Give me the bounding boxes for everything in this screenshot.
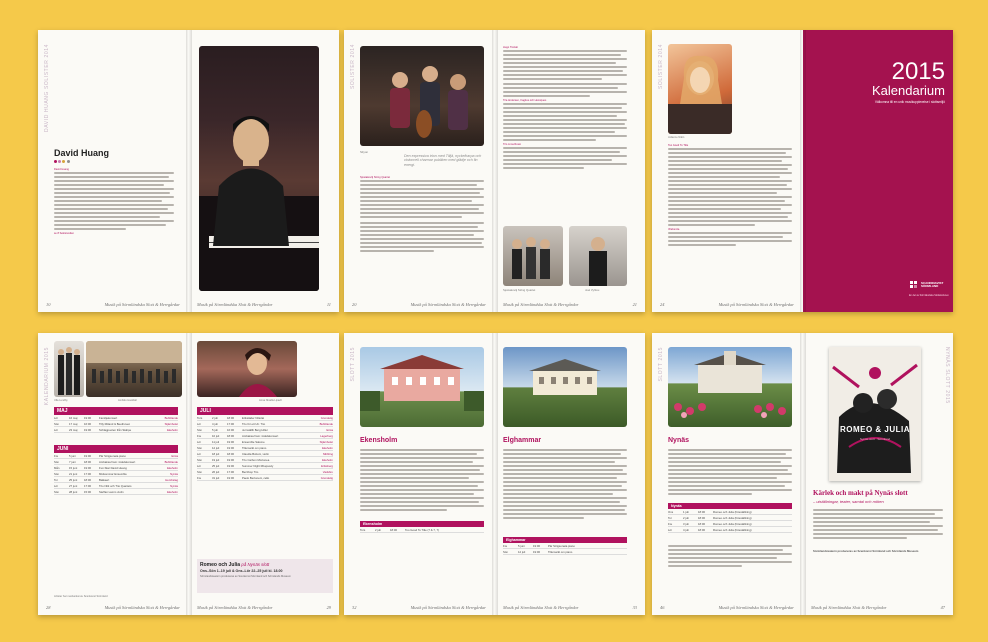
cell-day: Sön xyxy=(197,427,202,432)
cell-event: Jernställb Berg Hiller xyxy=(242,427,268,432)
footer-text: Musik på Sörmländska Slott & Herrgårdar xyxy=(104,605,180,610)
cell-date: 18 juli xyxy=(212,451,220,456)
cell-date: 4 juli xyxy=(683,527,689,532)
cell-place: Bubblande xyxy=(164,459,178,464)
cell-event: Romeo och Julia (föreställning) xyxy=(713,515,752,520)
cell-time: 19:00 xyxy=(533,543,540,548)
cell-time: 18:00 xyxy=(84,459,91,464)
cell-date: 23 maj xyxy=(69,427,78,432)
ekensholm-table xyxy=(360,521,484,533)
cover-heading xyxy=(872,60,945,104)
orchestra-illustration xyxy=(86,341,182,397)
romeo-sub: på Nynäs slott xyxy=(241,562,270,567)
table-row xyxy=(503,549,627,555)
highlight: Vilahemla xyxy=(668,228,680,231)
footer-text: Musik på Sörmländska Slott & Herrgårdar xyxy=(718,302,794,307)
cell-day: Sön xyxy=(54,459,59,464)
cell-place: Ekeholm xyxy=(167,489,178,494)
cover-logo xyxy=(909,280,947,290)
elghammar-photo xyxy=(503,347,627,427)
logo-sub: En del av Sörmländska Slottskulturen xyxy=(909,294,949,297)
cell-day: Fre xyxy=(54,453,59,458)
cell-place: Vadsbro xyxy=(322,469,333,474)
cell-time: 18:00 xyxy=(698,527,705,532)
cell-event: Pär Strigsonata piano xyxy=(99,453,126,458)
cell-day: Fre xyxy=(668,521,673,526)
cell-time: 17:00 xyxy=(84,471,91,476)
cell-place: Lagerberg xyxy=(320,433,333,438)
table-row xyxy=(197,475,333,481)
cell-date: 11 juli xyxy=(212,439,220,444)
month-header-may: MAJ xyxy=(54,407,178,415)
cell-place: Grundetig xyxy=(320,475,333,480)
page-number: 11 xyxy=(326,302,331,307)
cell-event: Too Good To Title (7 & 7, 7) xyxy=(405,527,439,532)
side-label: SLOTT 2015 xyxy=(350,347,356,382)
pianist-photo xyxy=(199,46,319,291)
cell-place: Bubblande xyxy=(164,415,178,420)
spread-trios xyxy=(344,30,645,312)
cell-day: Ons xyxy=(668,509,674,514)
side-label: NYNÄS SLOTT 2015 xyxy=(944,347,950,404)
cell-place: Ekeholm xyxy=(322,457,333,462)
page-right xyxy=(495,333,645,615)
body-text xyxy=(503,46,627,171)
cell-place: Stjärnbolet xyxy=(164,421,178,426)
may-rows xyxy=(54,415,178,433)
footer-left xyxy=(352,605,486,610)
cell-event: Trio för ett Utr. Trio xyxy=(242,421,266,426)
cell-time: 19:00 xyxy=(227,463,234,468)
soloist-illustration xyxy=(569,226,627,286)
table-row xyxy=(54,489,178,495)
footer-right xyxy=(811,605,945,610)
page-right xyxy=(803,333,953,615)
table-row xyxy=(360,527,484,533)
cell-place: Nynäs xyxy=(170,471,178,476)
page-number: 28 xyxy=(46,605,51,610)
page-right xyxy=(189,333,339,615)
ekensholm-illustration xyxy=(360,347,484,427)
page-number: 29 xyxy=(326,605,331,610)
body-text xyxy=(360,176,484,254)
body-text xyxy=(360,449,484,513)
right-title: Kärlek och makt på Nynäs slott xyxy=(813,489,908,497)
group-illustration xyxy=(54,341,84,397)
cell-time: 19:00 xyxy=(84,415,91,420)
artist-title: David Huang xyxy=(54,148,110,158)
nynas-photo xyxy=(668,347,792,427)
cell-date: 5 juni xyxy=(69,453,76,458)
month-table-may xyxy=(54,407,178,433)
cell-date: 31 juli xyxy=(212,475,220,480)
cell-time: 16:00 xyxy=(84,421,91,426)
cell-day: Sön xyxy=(197,469,202,474)
footnote: Artister har medverkat av Scenkonst Sörmland xyxy=(54,595,108,598)
cell-event: Midsommar Ensemble xyxy=(99,471,127,476)
nynas-illustration xyxy=(668,347,792,427)
cell-time: 19:00 xyxy=(84,427,91,432)
cell-day: Sön xyxy=(197,457,202,462)
body-text xyxy=(668,144,792,248)
cell-time: 18:00 xyxy=(698,521,705,526)
right-credit: Sörmlandsteatern produceras av Scenkonst Sörmland och Sörmlands Museum xyxy=(813,549,919,553)
photo-small-caption: Silyon xyxy=(360,150,369,154)
cell-date: 2 juli xyxy=(212,415,218,420)
cell-date: 2 juli xyxy=(683,515,689,520)
side-label: SOLISTER 2014 xyxy=(658,44,664,90)
cell-place: Hembstag xyxy=(165,477,178,482)
cell-date: 2 juli xyxy=(375,527,381,532)
cell-event: Fun fikar David Huang xyxy=(99,465,127,470)
final-link: se 8 Sektstunden xyxy=(54,232,75,235)
cell-day: Lör xyxy=(197,451,202,456)
cell-time: 18:00 xyxy=(227,433,234,438)
cell-day: Tor xyxy=(668,515,672,520)
cover-year: 2015 xyxy=(891,58,945,85)
table-header: Elghammar xyxy=(503,537,627,543)
cell-day: Tor xyxy=(54,477,58,482)
spread-calendar-tables xyxy=(38,333,339,615)
cell-time: 19:00 xyxy=(533,549,540,554)
cell-time: 19:00 xyxy=(227,475,234,480)
cell-place: Stjärnbolet xyxy=(319,439,333,444)
trio-label: Trio Lima Rossi xyxy=(503,143,521,146)
cell-place: Ekeholm xyxy=(322,445,333,450)
cell-date: 28 juni xyxy=(69,489,78,494)
quartet-illustration xyxy=(503,226,563,286)
castle-title-elghammar: Elghammar xyxy=(503,437,542,444)
cell-day: Lör xyxy=(197,439,202,444)
page-number: 24 xyxy=(660,302,665,307)
cell-day: Sön xyxy=(503,549,508,554)
month-header-july: JULI xyxy=(197,407,333,415)
cell-event: Tilly Ritland & Beethoven xyxy=(99,421,131,426)
cell-day: Tors xyxy=(360,527,366,532)
cell-date: 5 juni xyxy=(518,543,525,548)
cell-time: 19:00 xyxy=(84,465,91,470)
caption-1: Ulla Lundby xyxy=(54,399,68,402)
poster-illustration xyxy=(829,347,921,481)
cell-event: Romeo och Julia (föreställning) xyxy=(713,527,752,532)
right-subtitle: – utställningar, teater, samtal och möten xyxy=(813,499,884,504)
cell-date: 3 juli xyxy=(683,521,689,526)
singer-photo xyxy=(197,341,297,397)
page-left xyxy=(38,333,188,615)
page-number: 20 xyxy=(352,302,357,307)
cover-title: Kalendarium xyxy=(872,83,945,98)
cell-event: Pär Strigsonata piano xyxy=(548,543,575,548)
romeo-box xyxy=(197,559,333,593)
spread-castles xyxy=(344,333,645,615)
cell-time: 18:00 xyxy=(698,515,705,520)
page-number: 46 xyxy=(660,605,665,610)
cell-day: Sön xyxy=(54,489,59,494)
cell-date: 25 juli xyxy=(212,463,220,468)
cell-date: 12 juli xyxy=(518,549,526,554)
cell-date: 19 juli xyxy=(212,457,220,462)
caption-3: Anna Ninalla Lipach xyxy=(259,399,283,402)
page-number: 10 xyxy=(46,302,51,307)
cell-event: Schlagpoolen från Skärpe xyxy=(99,427,132,432)
cell-place: Ekeholm xyxy=(167,465,178,470)
cell-event: Ambaksa fram i Adelskonsert xyxy=(99,459,136,464)
singer-illustration xyxy=(668,44,732,134)
cell-day: Fre xyxy=(503,543,508,548)
singer-photo xyxy=(668,44,732,134)
cell-day: Mån xyxy=(54,465,60,470)
cell-place: Ersta xyxy=(171,453,178,458)
cell-event: Balkaert xyxy=(99,477,110,482)
cell-time: 18:00 xyxy=(227,451,234,456)
cell-date: 16 maj xyxy=(69,415,78,420)
cell-date: 1 juli xyxy=(683,509,689,514)
cell-place: Ersta xyxy=(326,427,333,432)
cell-date: 15 juni xyxy=(69,465,78,470)
romeo-org: Sörmlandsteatern produceras av Scenkonst Sörmland och Sörmlands Museum xyxy=(200,575,291,578)
cell-date: 26 juli xyxy=(212,469,220,474)
cell-time: 19:00 xyxy=(227,445,234,450)
poster-sub: Nynäs slott · Sörmland xyxy=(859,437,891,441)
cell-day: Lör xyxy=(197,421,202,426)
cell-day: Lör xyxy=(197,463,202,468)
cell-event: Familjekonsert xyxy=(99,415,118,420)
side-label: SLOTT 2015 xyxy=(658,347,664,382)
body-text xyxy=(503,449,627,521)
side-label: DAVID HUANG SOLISTER 2014 xyxy=(44,44,50,132)
page-left xyxy=(38,30,188,312)
footer-text: Musik på Sörmländska Slott & Herrgårdar xyxy=(104,302,180,307)
cell-day: Tors xyxy=(197,415,203,420)
cell-event: Ambaksa fram i Adelskonsert xyxy=(242,433,279,438)
footer-right xyxy=(197,605,331,610)
cell-event: Bezzbop Trio xyxy=(242,469,259,474)
romeo-dates: Ons–Sön 1–19 juli & Ons–Lör 22–25 juli kl. 18.00 xyxy=(200,569,283,573)
side-label: KALENDARIUM 2015 xyxy=(44,347,50,406)
cell-time: 18:00 xyxy=(227,415,234,420)
body-text xyxy=(668,449,792,497)
cell-day: Lör xyxy=(54,415,59,420)
page-number: 33 xyxy=(632,605,637,610)
cover-subtitle: Välkomna till en unik musikupplevelse i slottsmiljö xyxy=(874,100,945,104)
footer-left xyxy=(352,302,486,307)
quartet-label: Sjostakovitj String Quartet xyxy=(360,176,390,179)
table-row xyxy=(54,427,178,433)
quartet-photo xyxy=(503,226,563,286)
rating-dots xyxy=(54,160,70,163)
page-right xyxy=(189,30,339,312)
cell-event: Tillemarkt om piano xyxy=(548,549,573,554)
cell-date: 27 juni xyxy=(69,483,78,488)
july-rows xyxy=(197,415,333,481)
nynas-rows xyxy=(668,509,792,533)
cell-day: Sön xyxy=(54,421,59,426)
footer-right xyxy=(503,302,637,307)
body-text xyxy=(54,168,174,236)
cell-day: Sön xyxy=(54,471,59,476)
ekensholm-photo xyxy=(360,347,484,427)
cell-date: 10 juli xyxy=(212,433,220,438)
cell-event: Summer Night Rhapsody xyxy=(242,463,274,468)
footer-text: Musik på Sörmländska Slott & Herrgårdar xyxy=(410,302,486,307)
cell-time: 19:00 xyxy=(84,453,91,458)
table-header: Ekensholm xyxy=(360,521,484,527)
cell-time: 18:00 xyxy=(698,509,705,514)
footer-left xyxy=(46,302,180,307)
elghammar-table xyxy=(503,537,627,555)
cell-date: 5 juli xyxy=(212,427,218,432)
cell-event: Claudia Bottoni, violin xyxy=(242,451,269,456)
castle-title-nynas: Nynäs xyxy=(668,437,690,444)
cell-date: 21 juni xyxy=(69,471,78,476)
group-photo-1 xyxy=(54,341,84,397)
footer-text: Musik på Sörmländska Slott & Herrgårdar xyxy=(718,605,794,610)
month-table-june xyxy=(54,445,178,495)
caption-2: Ambitio Hookfall xyxy=(118,399,137,402)
spread-david-huang xyxy=(38,30,339,312)
footer-left xyxy=(46,605,180,610)
cell-day: Fre xyxy=(197,433,202,438)
cell-place: Ekeholm xyxy=(167,427,178,432)
month-table-july xyxy=(197,407,333,481)
cell-place: Eriksberg xyxy=(321,463,333,468)
cell-event: Trio Carbon Mortonea xyxy=(242,457,270,462)
photo-caption: Den expressiva trion med Tilljä, nyckelharpa och violoncell charmar publiken med glädje och fin energi. xyxy=(404,154,482,167)
cell-event: Ensemble Salome xyxy=(242,439,265,444)
lead-name: David Huang xyxy=(54,168,69,171)
cell-event: Steffan Lamm violin xyxy=(99,489,124,494)
footer-text: Musik på Sörmländska Slott & Herrgårdar xyxy=(197,302,273,307)
castle-title-ekensholm: Ekensholm xyxy=(360,437,398,444)
cell-day: Lör xyxy=(54,483,59,488)
cell-event: Romeo och Julia (föreställning) xyxy=(713,521,752,526)
trio-illustration xyxy=(360,46,484,146)
cell-event: Trio Nitti och Trio Quartets xyxy=(99,483,132,488)
page-left xyxy=(344,30,494,312)
logo-mark-icon xyxy=(909,280,919,290)
romeo-poster xyxy=(829,347,921,481)
body-text xyxy=(813,509,943,541)
side-label: SOLISTER 2014 xyxy=(350,44,356,90)
cell-date: 17 maj xyxy=(69,421,78,426)
footer-text: Musik på Sörmländska Slott & Herrgårdar xyxy=(410,605,486,610)
footer-text: Musik på Sörmländska Slott & Herrgårdar xyxy=(503,302,579,307)
cell-day: Lör xyxy=(668,527,673,532)
spread-kalendarium-cover xyxy=(652,30,953,312)
lead-label: Too Good To Title xyxy=(668,144,689,147)
page-number: 32 xyxy=(352,605,357,610)
pianist-illustration xyxy=(199,46,319,291)
cell-time: 19:00 xyxy=(227,457,234,462)
footer-left xyxy=(660,302,794,307)
top-name: Hugo Ticciati xyxy=(503,46,518,49)
table-header: Nynäs xyxy=(668,503,792,509)
footer-right xyxy=(503,605,637,610)
cell-day: Sön xyxy=(197,445,202,450)
cell-place: Grundetig xyxy=(320,415,333,420)
elghammar-illustration xyxy=(503,347,627,427)
photo-caption: Julianne Nilén xyxy=(668,136,685,139)
logo-text: SCANDINAVIST SÖRMLAND xyxy=(921,280,944,288)
cell-time: 19:00 xyxy=(227,439,234,444)
cell-date: 7 juni xyxy=(69,459,76,464)
cell-day: Fre xyxy=(197,475,202,480)
cell-time: 15:00 xyxy=(84,489,91,494)
orchestra-photo xyxy=(86,341,182,397)
page-number: 21 xyxy=(632,302,637,307)
cell-place: Nibbling xyxy=(322,451,333,456)
page-right xyxy=(495,30,645,312)
cell-event: Erikstäder Nittolat xyxy=(242,415,265,420)
cell-place: Bubblande xyxy=(319,421,333,426)
cell-time: 18:00 xyxy=(390,527,397,532)
singer-illustration xyxy=(197,341,297,397)
cell-event: Romeo och Julia (föreställning) xyxy=(713,509,752,514)
spread-nynas xyxy=(652,333,953,615)
month-header-june: JUNI xyxy=(54,445,178,453)
cell-day: Lör xyxy=(54,427,59,432)
cell-date: 4 juli xyxy=(212,421,218,426)
footer-text: Musik på Sörmländska Slott & Herrgårdar xyxy=(197,605,273,610)
nynas-table xyxy=(668,503,792,533)
cell-date: 25 juni xyxy=(69,477,78,482)
romeo-title: Romeo och Julia xyxy=(200,562,241,568)
body-text-2 xyxy=(668,545,792,569)
photo2-caption: Joel Vyhlou xyxy=(585,288,600,292)
page-left xyxy=(344,333,494,615)
cell-time: 18:00 xyxy=(84,477,91,482)
section-name: Tria Andersen, Fagitus och Hemiques xyxy=(503,99,547,102)
footer-right xyxy=(197,302,331,307)
cell-place: Nynäs xyxy=(170,483,178,488)
june-rows xyxy=(54,453,178,495)
cell-event: Paolo Bertoneni, cello xyxy=(242,475,270,480)
cell-event: Tillemarkt om piano xyxy=(242,445,267,450)
cell-date: 12 juli xyxy=(212,445,220,450)
soloist-photo xyxy=(569,226,627,286)
photo1-caption: Sjostakovitj String Quartet xyxy=(503,288,536,292)
page-number: 47 xyxy=(940,605,945,610)
footer-text: Musik på Sörmländska Slott & Herrgårdar xyxy=(503,605,579,610)
cover-page xyxy=(803,30,953,312)
cell-time: 17:00 xyxy=(84,483,91,488)
table-row xyxy=(668,527,792,533)
footer-left xyxy=(660,605,794,610)
cell-time: 17:00 xyxy=(227,469,234,474)
page-left xyxy=(652,30,802,312)
page-left xyxy=(652,333,802,615)
footer-text: Musik på Sörmländska Slott & Herrgårdar xyxy=(811,605,887,610)
poster-title: ROMEO & JULIA xyxy=(839,425,911,434)
trio-photo xyxy=(360,46,484,146)
cell-time: 16:00 xyxy=(227,427,234,432)
cell-time: 17:00 xyxy=(227,421,234,426)
